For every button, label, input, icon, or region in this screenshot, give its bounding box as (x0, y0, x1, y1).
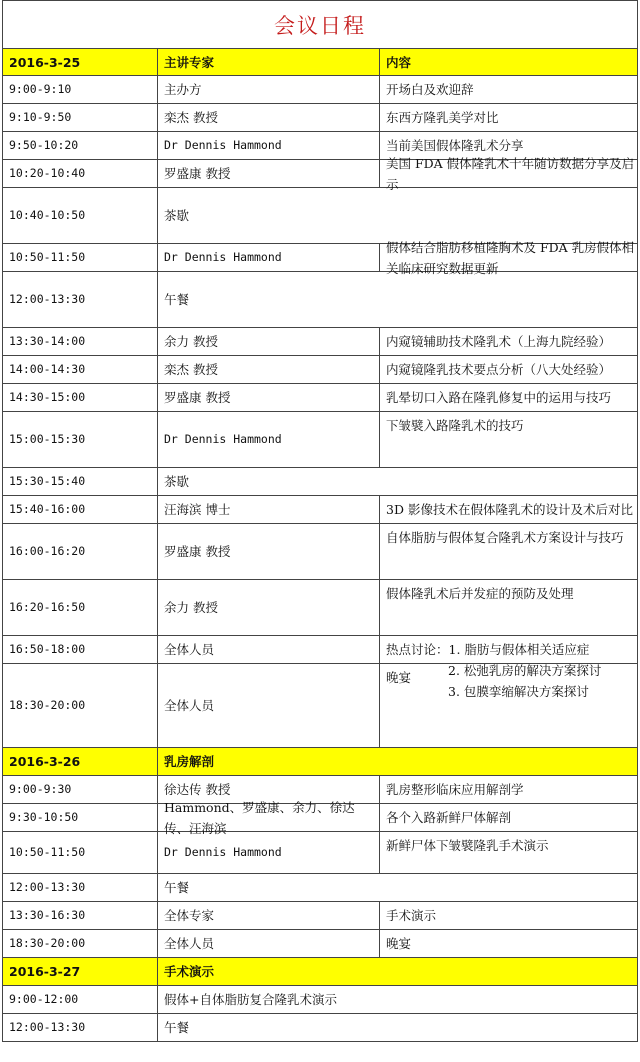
content-cell-text: 下皱襞入路隆乳术的技巧 (386, 418, 524, 433)
speaker-cell-text: 罗盛康 教授 (164, 166, 231, 181)
day-theme-text: 手术演示 (164, 964, 215, 979)
day-theme (158, 958, 638, 986)
time-cell-text: 9:50-10:20 (9, 138, 79, 152)
speaker-cell-text: 栾杰 教授 (164, 110, 218, 125)
speaker-cell-text: 罗盛康 教授 (164, 390, 231, 405)
day-date-text: 2016-3-27 (9, 964, 81, 979)
day-theme (158, 748, 638, 776)
speaker-cell-text: 汪海滨 博士 (164, 502, 231, 517)
content-cell (380, 524, 638, 580)
discussion-item: 1. 脂肪与假体相关适应症 (448, 642, 590, 657)
time-cell (2, 902, 158, 930)
content-cell (380, 328, 638, 356)
merged-cell (158, 1014, 638, 1042)
schedule-table (2, 48, 638, 1060)
time-cell (2, 580, 158, 636)
time-cell-text: 10:50-11:50 (9, 845, 86, 859)
speaker-cell (158, 160, 380, 188)
time-cell (2, 930, 158, 958)
time-cell (2, 468, 158, 496)
time-cell-text: 9:00-9:30 (9, 782, 72, 796)
day-date (2, 48, 158, 76)
speaker-cell (158, 496, 380, 524)
content-cell-text: 晚宴 (386, 936, 412, 951)
time-cell (2, 496, 158, 524)
time-cell-text: 15:40-16:00 (9, 502, 86, 516)
day-date (2, 748, 158, 776)
time-cell (2, 874, 158, 902)
time-cell (2, 244, 158, 272)
speaker-cell (158, 799, 380, 836)
time-cell (2, 76, 158, 104)
speaker-cell-text: 全体人员 (164, 698, 215, 713)
speaker-cell-text: Dr Dennis Hammond (164, 138, 282, 152)
time-cell-text: 15:30-15:40 (9, 474, 86, 488)
speaker-cell-text: Hammond、罗盛康、余力、徐达传、汪海滨 (164, 799, 355, 836)
discussion-item: 2. 松弛乳房的解决方案探讨 (448, 663, 602, 678)
content-cell-text: 内窥镜隆乳技术要点分析（八大处经验） (386, 362, 612, 377)
speaker-cell-text: Dr Dennis Hammond (164, 845, 282, 859)
content-cell (380, 776, 638, 804)
content-cell (380, 239, 638, 276)
time-cell (2, 160, 158, 188)
speaker-cell (158, 524, 380, 580)
speaker-cell (158, 902, 380, 930)
speaker-cell (158, 356, 380, 384)
day-date-text: 2016-3-26 (9, 754, 81, 769)
time-cell-text: 16:20-16:50 (9, 600, 86, 614)
merged-cell (158, 468, 638, 496)
col-header-speaker (158, 48, 380, 76)
speaker-cell-text: Dr Dennis Hammond (164, 432, 282, 446)
time-cell (2, 804, 158, 832)
content-cell (380, 664, 638, 748)
time-cell-text: 9:00-9:10 (9, 82, 72, 96)
discussion-item: 3. 包膜挛缩解决方案探讨 (448, 684, 589, 699)
content-cell (380, 356, 638, 384)
content-cell-text: 内窥镜辅助技术隆乳术（上海九院经验） (386, 334, 612, 349)
time-cell-text: 9:30-10:50 (9, 810, 79, 824)
speaker-cell-text: 主办方 (164, 82, 202, 97)
merged-cell-text: 茶歇 (164, 208, 190, 223)
time-cell-text: 12:00-13:30 (9, 1020, 86, 1034)
merged-cell-text: 午餐 (164, 880, 190, 895)
content-cell-text: 假体结合脂肪移植隆胸术及 FDA 乳房假体相关临床研究数据更新 (386, 239, 635, 276)
content-cell-text: 晚宴 (386, 670, 412, 685)
content-cell (380, 902, 638, 930)
speaker-cell (158, 832, 380, 874)
content-cell-text: 乳晕切口入路在隆乳修复中的运用与技巧 (386, 390, 612, 405)
time-cell-text: 12:00-13:30 (9, 880, 86, 894)
col-header-content-text: 内容 (386, 54, 412, 70)
content-cell-text: 乳房整形临床应用解剖学 (386, 782, 524, 797)
speaker-cell-text: Dr Dennis Hammond (164, 250, 282, 264)
speaker-cell (158, 76, 380, 104)
time-cell (2, 328, 158, 356)
time-cell (2, 272, 158, 328)
content-cell (380, 580, 638, 636)
merged-cell (158, 874, 638, 902)
speaker-cell-text: 全体人员 (164, 642, 215, 657)
speaker-cell (158, 384, 380, 412)
merged-cell-text: 午餐 (164, 1020, 190, 1035)
content-cell (380, 104, 638, 132)
content-cell-text: 当前美国假体隆乳术分享 (386, 138, 524, 153)
time-cell (2, 1014, 158, 1042)
content-cell-text: 各个入路新鲜尸体解剖 (386, 810, 512, 825)
time-cell-text: 10:20-10:40 (9, 166, 86, 180)
time-cell (2, 524, 158, 580)
content-cell (380, 832, 638, 874)
speaker-cell-text: 余力 教授 (164, 334, 218, 349)
content-cell-text: 新鲜尸体下皱襞隆乳手术演示 (386, 838, 549, 853)
time-cell (2, 636, 158, 664)
time-cell-text: 15:00-15:30 (9, 432, 86, 446)
time-cell-text: 9:10-9:50 (9, 110, 72, 124)
merged-cell (158, 986, 638, 1014)
speaker-cell-text: 栾杰 教授 (164, 362, 218, 377)
time-cell (2, 356, 158, 384)
speaker-cell-text: 余力 教授 (164, 600, 218, 615)
content-cell (380, 496, 638, 524)
time-cell-text: 10:50-11:50 (9, 250, 86, 264)
time-cell (2, 664, 158, 748)
time-cell-text: 16:00-16:20 (9, 544, 86, 558)
speaker-cell-text: 徐达传 教授 (164, 782, 231, 797)
time-cell (2, 132, 158, 160)
time-cell-text: 9:00-12:00 (9, 992, 79, 1006)
time-cell-text: 14:30-15:00 (9, 390, 86, 404)
time-cell-text: 16:50-18:00 (9, 642, 86, 656)
page-title: 会议日程 (2, 0, 638, 48)
time-cell (2, 384, 158, 412)
content-cell-text: 美国 FDA 假体隆乳术十年随访数据分享及启示 (386, 155, 635, 192)
merged-cell-text: 假体+自体脂肪复合隆乳术演示 (164, 992, 337, 1007)
content-cell (380, 930, 638, 958)
discussion-lead: 热点讨论： (386, 642, 449, 657)
time-cell (2, 104, 158, 132)
time-cell (2, 188, 158, 244)
merged-cell-text: 茶歇 (164, 474, 190, 489)
content-cell-text: 自体脂肪与假体复合隆乳术方案设计与技巧 (386, 530, 624, 545)
speaker-cell (158, 132, 380, 160)
time-cell-text: 13:30-16:30 (9, 908, 86, 922)
speaker-cell (158, 664, 380, 748)
time-cell-text: 10:40-10:50 (9, 208, 86, 222)
speaker-cell (158, 328, 380, 356)
content-cell-text: 东西方隆乳美学对比 (386, 110, 499, 125)
time-cell-text: 12:00-13:30 (9, 292, 86, 306)
time-cell-text: 18:30-20:00 (9, 698, 86, 712)
speaker-cell-text: 全体专家 (164, 908, 215, 923)
col-header-speaker-text: 主讲专家 (164, 54, 215, 70)
speaker-cell (158, 930, 380, 958)
speaker-cell (158, 104, 380, 132)
content-cell (380, 412, 638, 468)
merged-cell-text: 午餐 (164, 292, 190, 307)
day-date-text: 2016-3-25 (9, 54, 81, 70)
content-cell (380, 76, 638, 104)
content-cell (380, 384, 638, 412)
content-cell (380, 804, 638, 832)
speaker-cell (158, 580, 380, 636)
merged-cell (158, 272, 638, 328)
col-header-content (380, 48, 638, 76)
time-cell-text: 14:00-14:30 (9, 362, 86, 376)
time-cell (2, 832, 158, 874)
content-cell-text: 假体隆乳术后并发症的预防及处理 (386, 586, 574, 601)
time-cell (2, 776, 158, 804)
content-cell (380, 155, 638, 192)
time-cell-text: 13:30-14:00 (9, 334, 86, 348)
time-cell-text: 18:30-20:00 (9, 936, 86, 950)
time-cell (2, 986, 158, 1014)
content-cell-text: 3D 影像技术在假体隆乳术的设计及术后对比 (386, 502, 633, 517)
speaker-cell-text: 罗盛康 教授 (164, 544, 231, 559)
day-date (2, 958, 158, 986)
content-cell-text: 开场白及欢迎辞 (386, 82, 474, 97)
speaker-cell (158, 636, 380, 664)
day-theme-text: 乳房解剖 (164, 754, 215, 769)
time-cell (2, 412, 158, 468)
speaker-cell (158, 412, 380, 468)
speaker-cell (158, 244, 380, 272)
speaker-cell-text: 全体人员 (164, 936, 215, 951)
content-cell-text: 手术演示 (386, 908, 437, 923)
